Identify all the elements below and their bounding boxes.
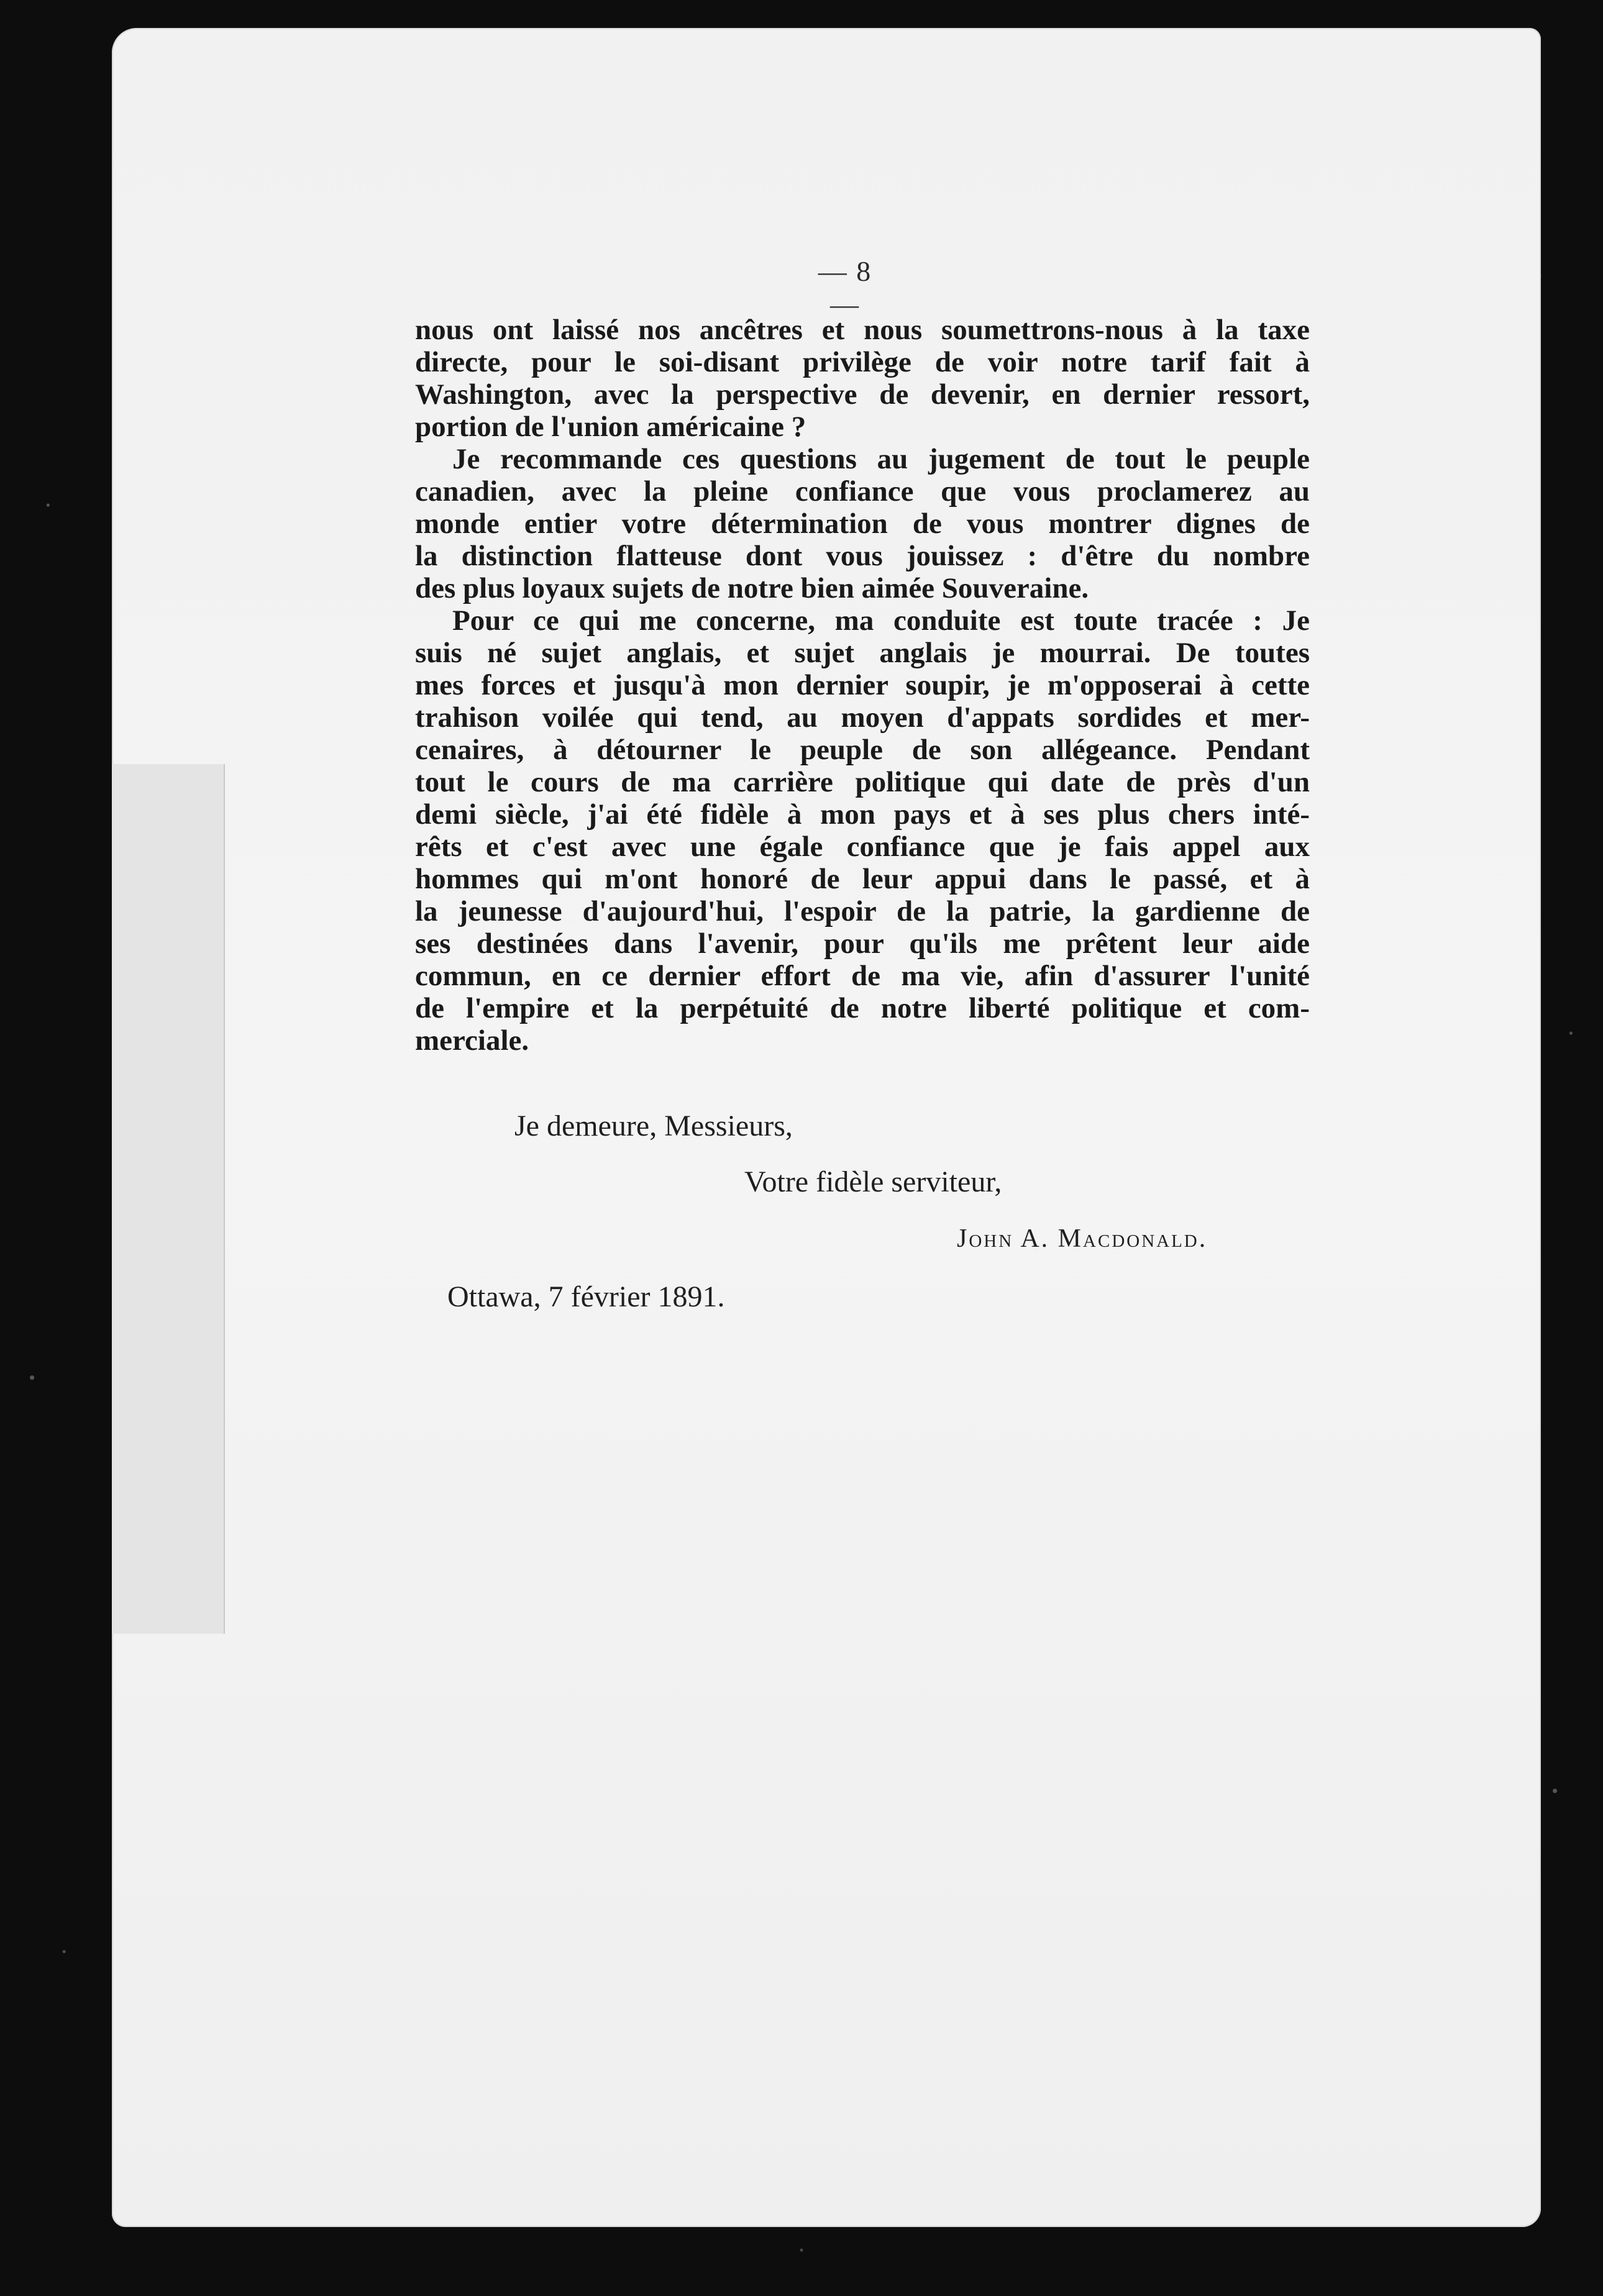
body-line: la jeunesse d'aujourd'hui, l'espoir de la patrie, la gardienne de [415, 895, 1310, 927]
page-number: — 8 — [818, 255, 872, 320]
body-line: canadien, avec la pleine confiance que vous proclamerez au [415, 475, 1310, 508]
body-line: suis né sujet anglais, et sujet anglais je mourrai. De toutes [415, 637, 1310, 669]
body-line: Je recommande ces questions au jugement de tout le peuple [452, 443, 1310, 475]
body-line: des plus loyaux sujets de notre bien aimée Souveraine. [415, 572, 1089, 604]
place-date: Ottawa, 7 février 1891. [447, 1280, 725, 1313]
body-line: demi siècle, j'ai été fidèle à mon pays et à ses plus chers inté- [415, 798, 1310, 831]
body-line: portion de l'union américaine ? [415, 411, 806, 443]
valediction: Votre fidèle serviteur, [744, 1165, 1002, 1198]
body-line: Pour ce qui me concerne, ma conduite est toute tracée : Je [452, 604, 1310, 637]
torn-page-edge [112, 764, 225, 1634]
body-line: merciale. [415, 1024, 529, 1057]
body-line: cenaires, à détourner le peuple de son allégeance. Pendant [415, 734, 1310, 766]
body-line: tout le cours de ma carrière politique qui date de près d'un [415, 766, 1310, 798]
body-line: mes forces et jusqu'à mon dernier soupir, je m'opposerai à cette [415, 669, 1310, 701]
letter-body [415, 314, 1310, 1057]
signature: John A. Macdonald. [957, 1224, 1208, 1253]
body-line: directe, pour le soi-disant privilège de voir notre tarif fait à [415, 346, 1310, 378]
body-line: trahison voilée qui tend, au moyen d'appats sordides et mer- [415, 701, 1310, 734]
body-line: Washington, avec la perspective de devenir, en dernier ressort, [415, 378, 1310, 411]
body-line: commun, en ce dernier effort de ma vie, afin d'assurer l'unité [415, 960, 1310, 992]
body-line: ses destinées dans l'avenir, pour qu'ils me prêtent leur aide [415, 927, 1310, 960]
salutation: Je demeure, Messieurs, [514, 1109, 793, 1142]
body-line: la distinction flatteuse dont vous jouissez : d'être du nombre [415, 540, 1310, 572]
body-line: rêts et c'est avec une égale confiance que je fais appel aux [415, 831, 1310, 863]
body-line: nous ont laissé nos ancêtres et nous soumettrons-nous à la taxe [415, 314, 1310, 346]
body-line: de l'empire et la perpétuité de notre liberté politique et com- [415, 992, 1310, 1024]
body-line: hommes qui m'ont honoré de leur appui dans le passé, et à [415, 863, 1310, 895]
body-line: monde entier votre détermination de vous montrer dignes de [415, 508, 1310, 540]
